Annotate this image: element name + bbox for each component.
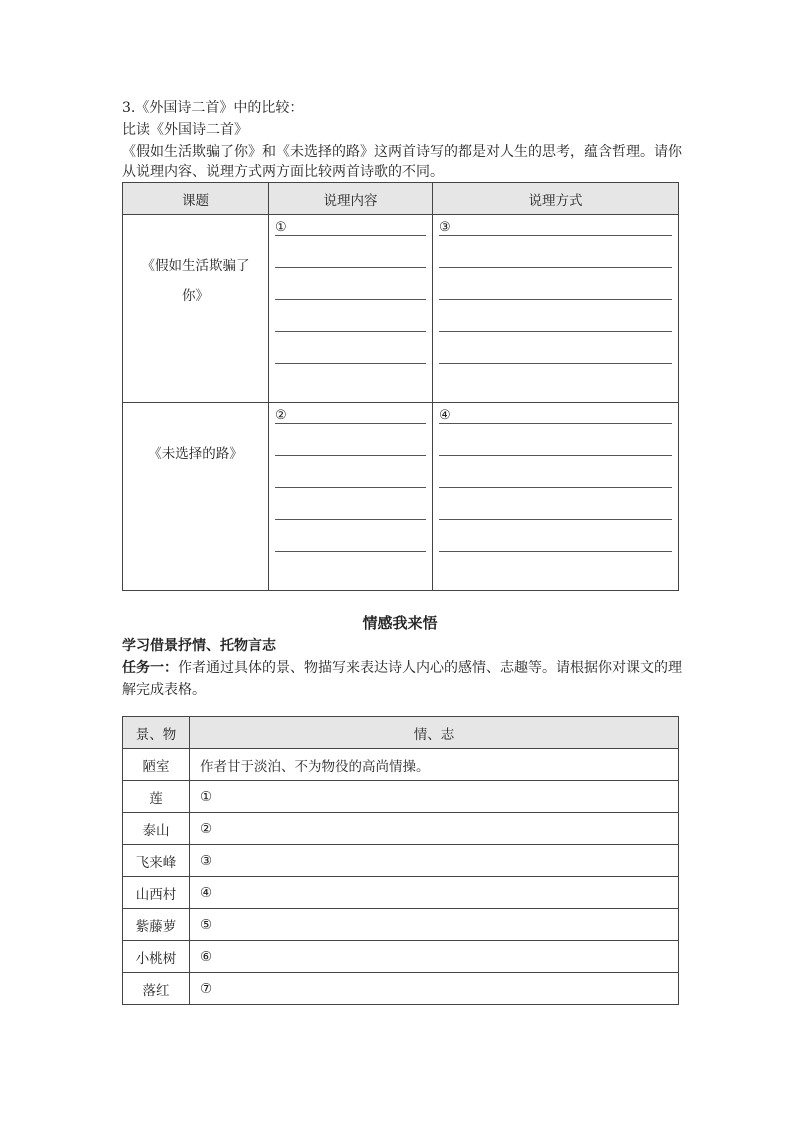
blank-line[interactable]: [275, 424, 426, 456]
blank-line[interactable]: [439, 268, 672, 300]
table-row: [123, 215, 679, 403]
blank-line[interactable]: [439, 236, 672, 268]
topic-text: 《假如生活欺骗了: [141, 258, 250, 274]
table-row: [123, 749, 679, 781]
table-row: [123, 781, 679, 813]
blank-line[interactable]: [275, 332, 426, 364]
header-topic: 课题: [123, 183, 269, 215]
instruction-line-1: 《假如生活欺骗了你》和《未选择的路》这两首诗写的都是对人生的思考，蕴含哲理。请你: [122, 144, 682, 160]
answer-marker: ①: [275, 220, 287, 235]
table-row: [123, 941, 679, 973]
blank-line[interactable]: [439, 520, 672, 552]
answer-marker: ②: [275, 408, 287, 423]
table-row: [123, 813, 679, 845]
table-header-row: [123, 183, 679, 215]
blank-line[interactable]: [275, 236, 426, 268]
task-text: 作者通过具体的景、物描写来表达诗人内心的感情、志趣等。请根据你对课文的理: [178, 660, 682, 676]
emotion-cell[interactable]: ⑥: [190, 941, 679, 973]
scene-cell: 山西村: [123, 877, 190, 909]
scene-cell: 小桃树: [123, 941, 190, 973]
blank-line[interactable]: [439, 456, 672, 488]
header-scene: 景、物: [123, 717, 190, 749]
task-line-2: 解完成表格。: [122, 682, 206, 698]
instruction-line-2: 从说理内容、说理方式两方面比较两首诗歌的不同。: [122, 164, 444, 180]
scene-cell: 陋室: [123, 749, 190, 781]
blank-line[interactable]: [439, 409, 672, 424]
section-title: 情感我来悟: [362, 614, 438, 632]
topic-cell: [123, 215, 269, 403]
blank-line[interactable]: [275, 488, 426, 520]
blank-line[interactable]: [275, 268, 426, 300]
header-method: 说理方式: [433, 183, 679, 215]
comparison-table: [122, 182, 679, 591]
topic-text: 你》: [182, 288, 209, 304]
blank-line[interactable]: [275, 520, 426, 552]
blank-line[interactable]: [439, 300, 672, 332]
blank-line[interactable]: [439, 332, 672, 364]
table-row: [123, 403, 679, 591]
answer-marker: ③: [439, 220, 451, 235]
table-row: [123, 973, 679, 1005]
scene-emotion-table: [122, 716, 679, 1005]
section-subtitle: 学习借景抒情、托物言志: [122, 638, 276, 654]
scene-cell: 落红: [123, 973, 190, 1005]
task-line-1: [122, 657, 682, 679]
emotion-cell[interactable]: ⑤: [190, 909, 679, 941]
emotion-cell[interactable]: ②: [190, 813, 679, 845]
question-heading: 3.《外国诗二首》中的比较：: [122, 100, 304, 116]
emotion-cell[interactable]: ④: [190, 877, 679, 909]
emotion-cell: 作者甘于淡泊、不为物役的高尚情操。: [190, 749, 679, 781]
table-row: [123, 877, 679, 909]
task-label: 任务一：: [122, 660, 178, 676]
table-row: [123, 845, 679, 877]
topic-text: 《未选择的路》: [148, 446, 243, 462]
blank-line[interactable]: [275, 409, 426, 424]
scene-cell: 飞来峰: [123, 845, 190, 877]
answer-blank-cell[interactable]: [269, 403, 433, 591]
answer-marker: ④: [439, 408, 451, 423]
scene-cell: 紫藤萝: [123, 909, 190, 941]
blank-line[interactable]: [439, 424, 672, 456]
blank-line[interactable]: [275, 456, 426, 488]
question-subheading: 比读《外国诗二首》: [122, 122, 248, 138]
blank-line[interactable]: [439, 221, 672, 236]
answer-blank-cell[interactable]: [269, 215, 433, 403]
emotion-cell[interactable]: ⑦: [190, 973, 679, 1005]
blank-line[interactable]: [275, 300, 426, 332]
table-header-row: [123, 717, 679, 749]
scene-cell: 泰山: [123, 813, 190, 845]
blank-line[interactable]: [275, 221, 426, 236]
header-content: 说理内容: [269, 183, 433, 215]
table-row: [123, 909, 679, 941]
header-emotion: 情、志: [190, 717, 679, 749]
emotion-cell[interactable]: ③: [190, 845, 679, 877]
topic-cell: [123, 403, 269, 591]
blank-line[interactable]: [439, 488, 672, 520]
answer-blank-cell[interactable]: [433, 403, 679, 591]
answer-blank-cell[interactable]: [433, 215, 679, 403]
emotion-cell[interactable]: ①: [190, 781, 679, 813]
scene-cell: 莲: [123, 781, 190, 813]
